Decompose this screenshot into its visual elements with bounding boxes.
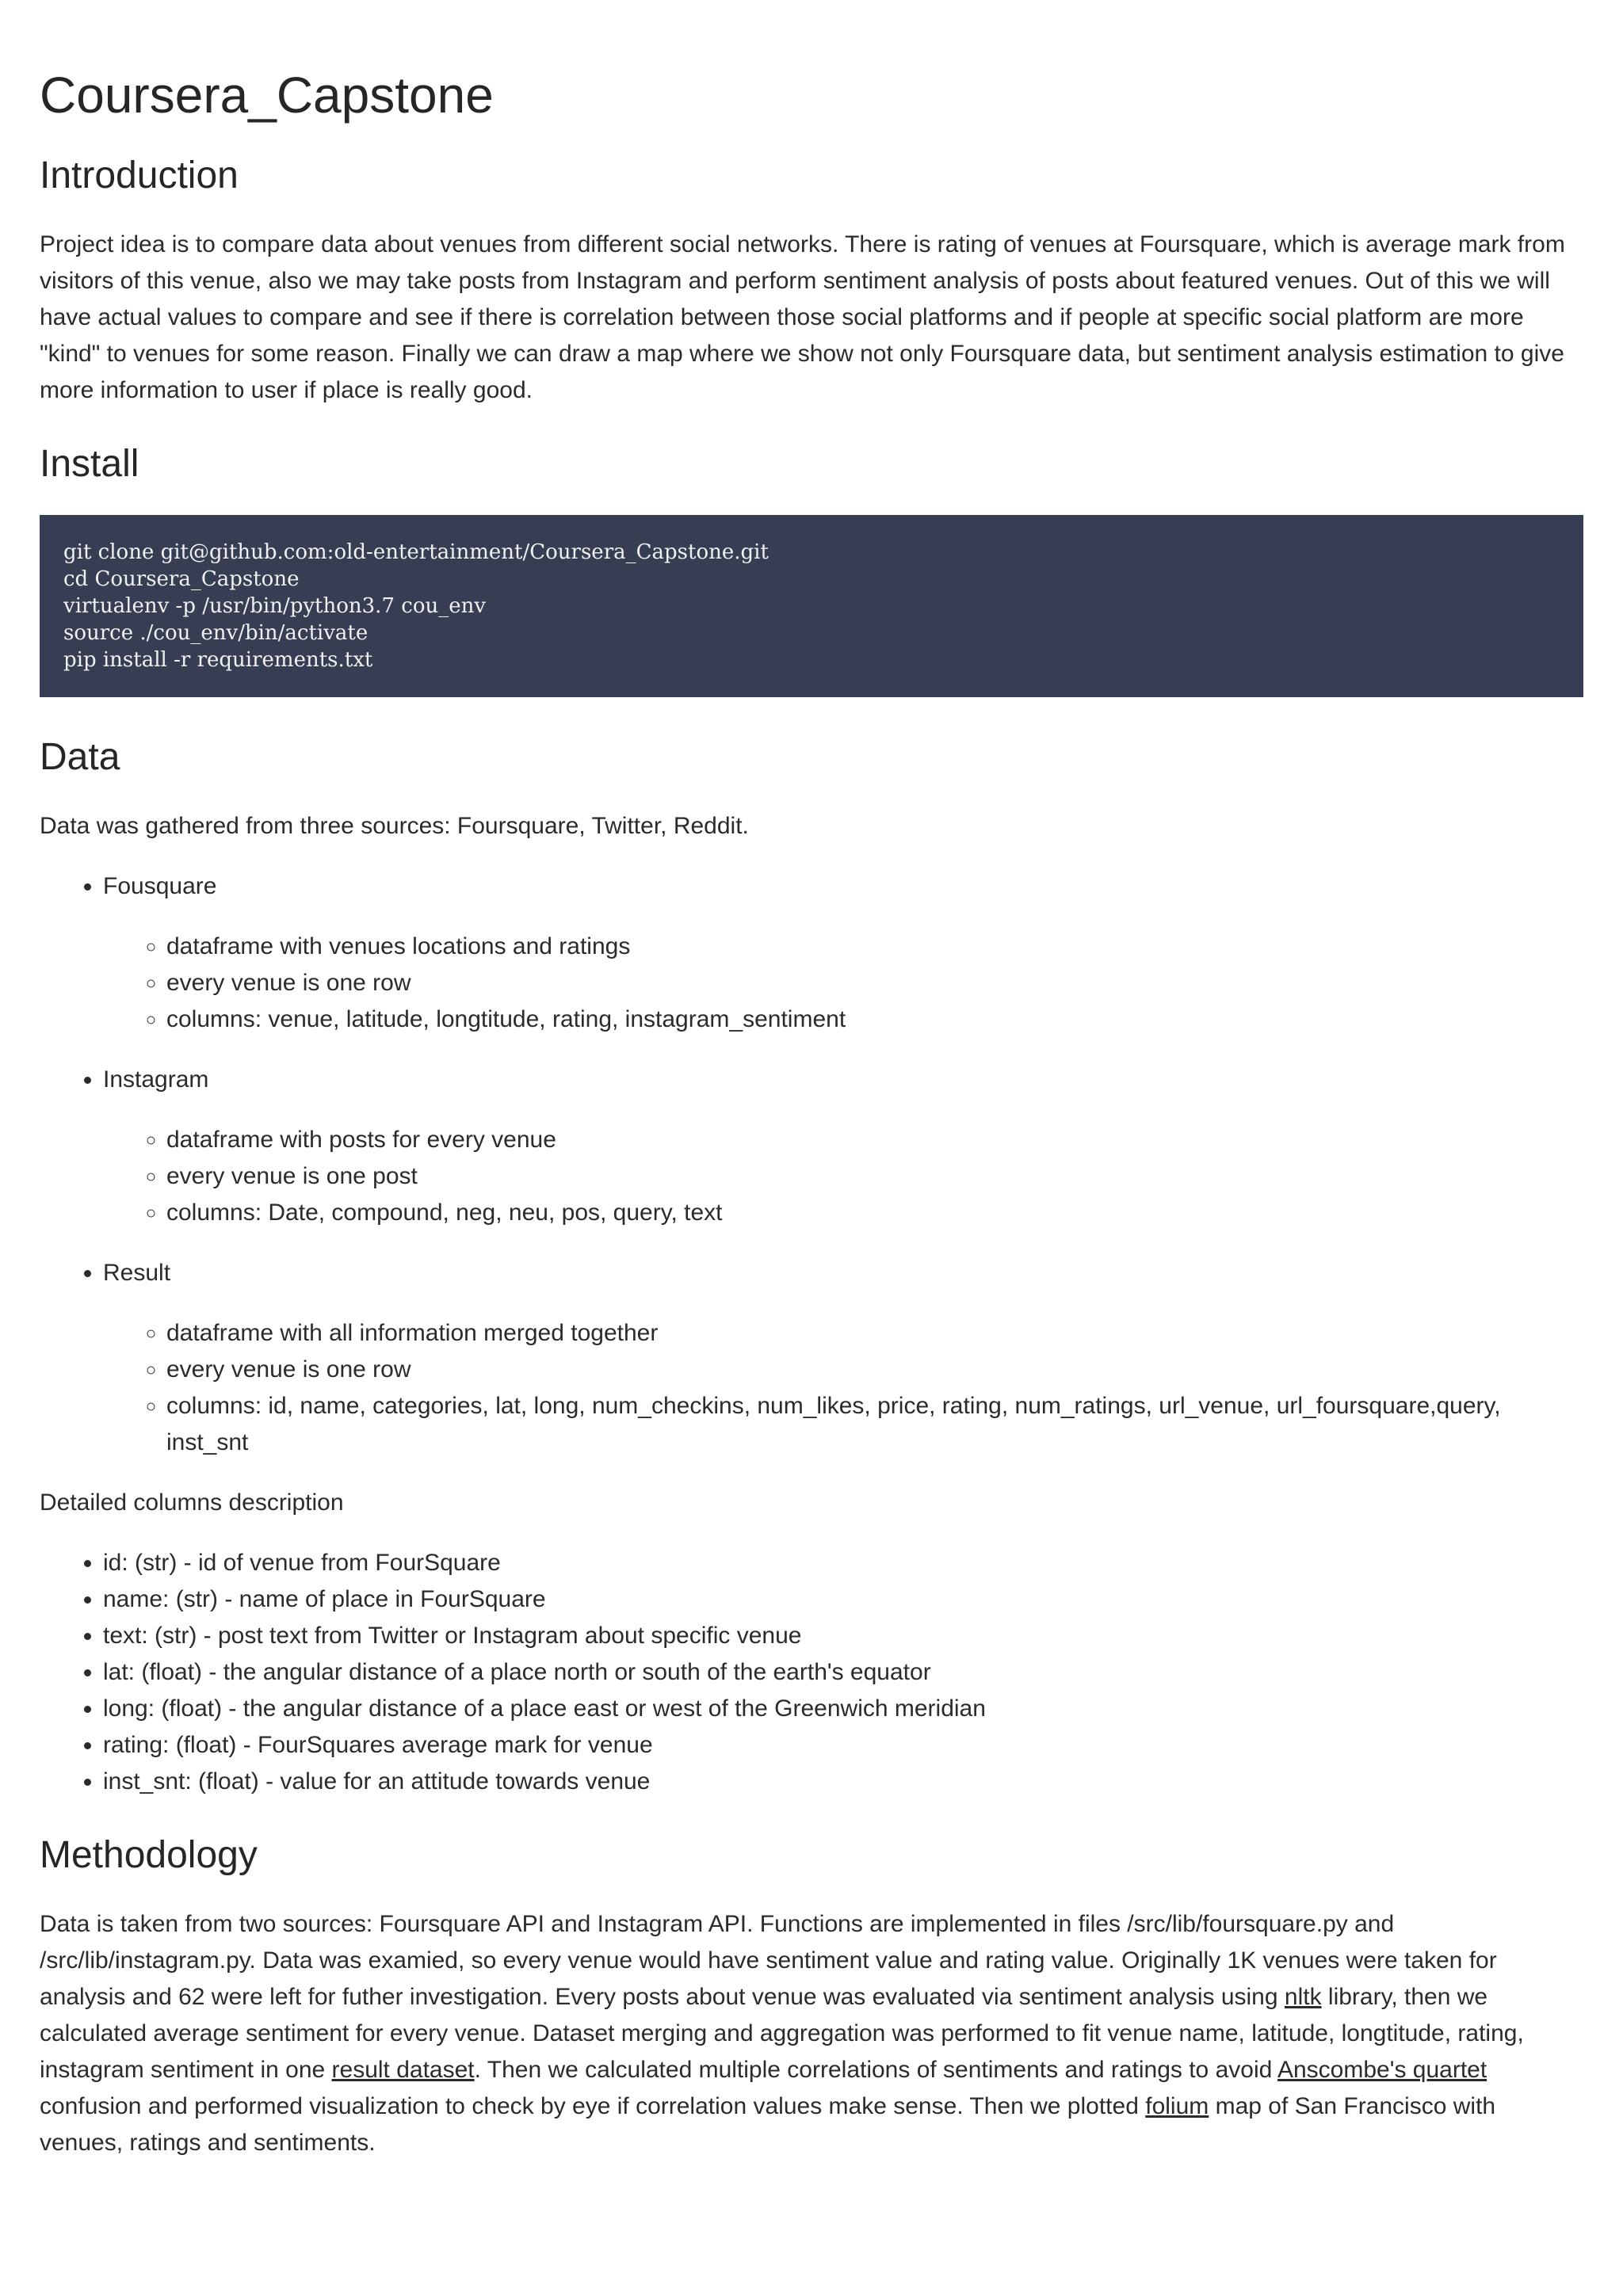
data-source-detail: ◦ dataframe with all information merged together — [166, 1315, 1583, 1352]
result-dataset-link[interactable]: result dataset — [331, 2057, 475, 2083]
column-description-item: • name: (str) - name of place in FourSquare — [103, 1581, 1583, 1618]
nltk-link[interactable]: nltk — [1284, 1984, 1322, 2010]
data-source-detail: ◦ every venue is one row — [166, 1352, 1583, 1388]
column-description-item: • text: (str) - post text from Twitter or Instagram about specific venue — [103, 1618, 1583, 1654]
data-source-details — [103, 1315, 1583, 1461]
data-source-detail: ◦ dataframe with venues locations and ratings — [166, 929, 1583, 965]
methodology-text-part: library, then we calculated average sentiment for every venue. Dataset merging and aggregation was performed to fit venue name, latitude, longtitude, rating, instagram sentiment in one — [40, 1984, 1524, 2083]
data-source-details — [103, 929, 1583, 1038]
install-code-block: git clone git@github.com:old-entertainment/Coursera_Capstone.git cd Coursera_Capstone virtualenv -p /usr/bin/python3.7 cou_env source ./cou_env/bin/activate pip install -r requirements.txt — [40, 515, 1583, 697]
column-description-item: • lat: (float) - the angular distance of a place north or south of the earth's equator — [103, 1654, 1583, 1691]
anscombes-quartet-link[interactable]: Anscombe's quartet — [1277, 2057, 1487, 2083]
introduction-text: Project idea is to compare data about venues from different social networks. There is rating of venues at Foursquare, which is average mark from visitors of this venue, also we may take posts from Instagram and perform sentiment analysis of posts about featured venues. Out of this we will have actual values to compare and see if there is correlation between those social platforms and if people at specific social platform are more "kind" to venues for some reason. Finally we can draw a map where we show not only Foursquare data, but sentiment analysis estimation to give more information to user if place is really good. — [40, 231, 1565, 403]
column-description-item: • long: (float) - the angular distance of a place east or west of the Greenwich meridian — [103, 1691, 1583, 1727]
folium-link[interactable]: folium — [1145, 2093, 1209, 2119]
methodology-text-part: Data is taken from two sources: Foursquare API and Instagram API. Functions are implemented in files /src/lib/foursquare.py and /src/lib/instagram.py. Data was examied, so every venue would have sentiment value and rating value. Originally 1K venues were taken for analysis and 62 were left for futher investigation. Every posts about venue was evaluated via sentiment analysis using — [40, 1911, 1497, 2010]
columns-description-list — [40, 1545, 1583, 1800]
methodology-heading: Methodology — [40, 1834, 258, 1876]
data-source-detail: ◦ columns: venue, latitude, longtitude, rating, instagram_sentiment — [166, 1001, 1583, 1038]
introduction-heading: Introduction — [40, 154, 239, 196]
install-heading: Install — [40, 443, 139, 485]
data-source-item — [103, 1255, 1583, 1461]
methodology-text — [40, 1906, 1583, 2161]
data-source-item — [103, 868, 1583, 1038]
column-description-item: • id: (str) - id of venue from FourSquare — [103, 1545, 1583, 1581]
data-source-detail: ◦ columns: Date, compound, neg, neu, pos, query, text — [166, 1195, 1583, 1231]
data-source-detail: ◦ every venue is one post — [166, 1158, 1583, 1195]
data-source-detail: ◦ dataframe with posts for every venue — [166, 1122, 1583, 1158]
data-source-detail: ◦ every venue is one row — [166, 965, 1583, 1001]
methodology-text-part: . Then we calculated multiple correlations of sentiments and ratings to avoid — [474, 2057, 1277, 2083]
data-heading: Data — [40, 736, 120, 778]
column-description-item: • inst_snt: (float) - value for an attitude towards venue — [103, 1764, 1583, 1800]
data-source-item — [103, 1062, 1583, 1231]
columns-description-label: Detailed columns description — [40, 1489, 344, 1516]
methodology-text-part: confusion and performed visualization to check by eye if correlation values make sense. Then we plotted — [40, 2093, 1146, 2119]
page-title: Coursera_Capstone — [40, 67, 494, 124]
column-description-item: • rating: (float) - FourSquares average mark for venue — [103, 1727, 1583, 1764]
data-source-details — [103, 1122, 1583, 1231]
data-sources-list — [40, 868, 1583, 1461]
data-intro-text: Data was gathered from three sources: Foursquare, Twitter, Reddit. — [40, 813, 749, 839]
data-source-name: Result — [103, 1260, 171, 1286]
data-source-name: Fousquare — [103, 873, 217, 899]
methodology-text-part: map of San Francisco with venues, ratings and sentiments. — [40, 2093, 1496, 2156]
data-source-name: Instagram — [103, 1066, 209, 1093]
data-source-detail: ◦ columns: id, name, categories, lat, long, num_checkins, num_likes, price, rating, num_ratings, url_venue, url_foursquare,query, inst_snt — [166, 1388, 1583, 1461]
